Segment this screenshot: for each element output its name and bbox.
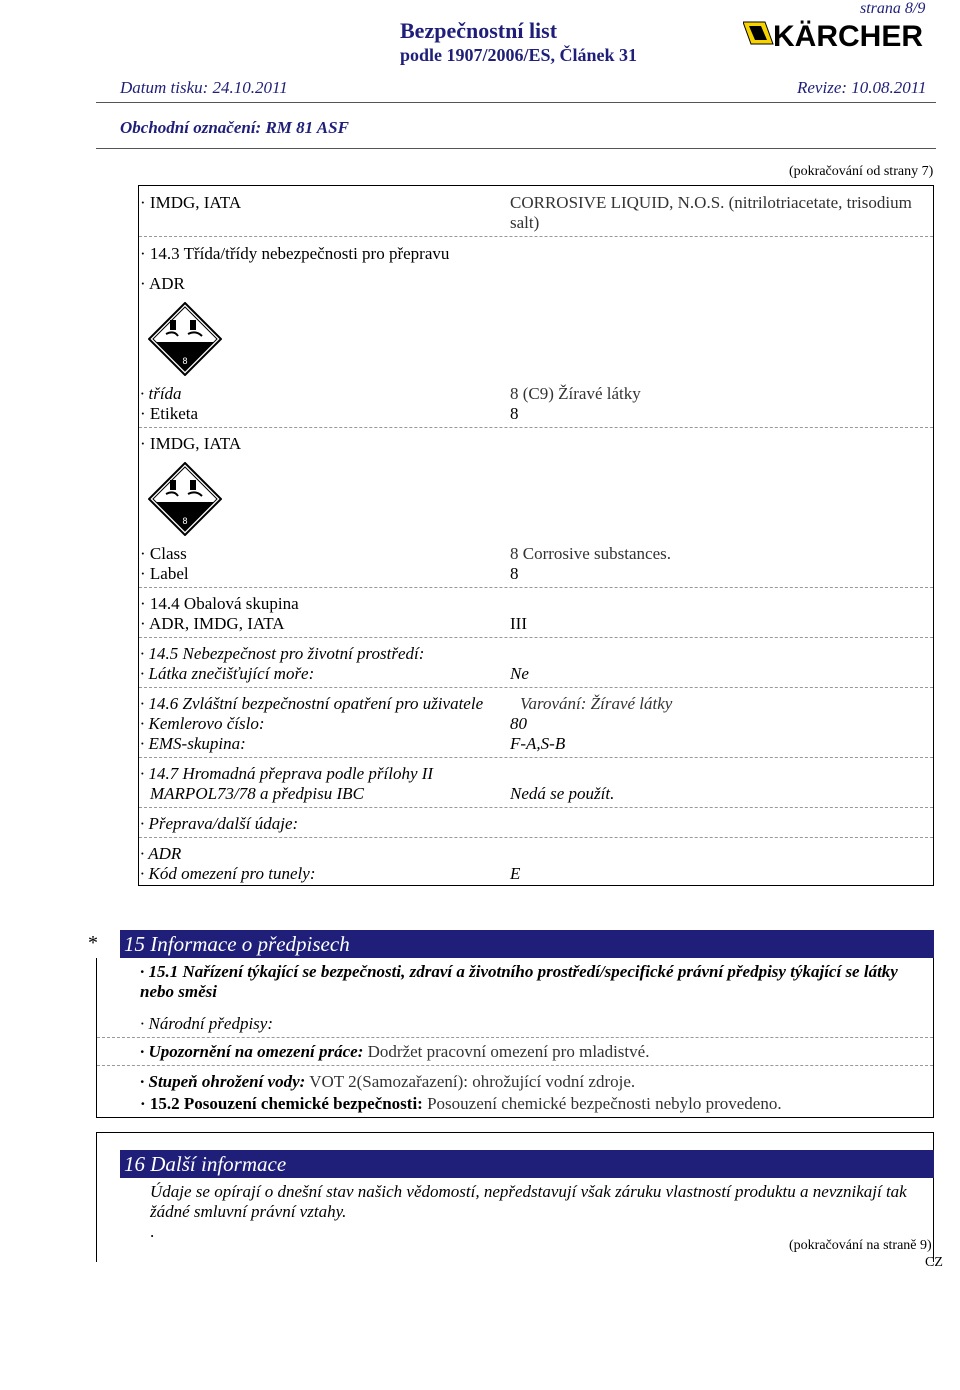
revision-date: Revize: 10.08.2011 (797, 78, 927, 97)
trade-name: Obchodní označení: RM 81 ASF (120, 118, 349, 137)
section-14-7-line-2: MARPOL73/78 a předpisu IBC (150, 784, 364, 803)
section-14-4: · 14.4 Obalová skupina (140, 594, 299, 613)
svg-text:8: 8 (182, 516, 188, 526)
trida-value: 8 (C9) Žíravé látky (510, 384, 641, 403)
divider (139, 587, 933, 588)
section-15-2-label: · 15.2 Posouzení chemické bezpečnosti: (140, 1094, 423, 1113)
section-14-7-value: Nedá se použít. (510, 784, 615, 803)
marine-pollutant-label: · Látka znečišťující moře: (140, 664, 315, 683)
tunnel-code-value: E (510, 864, 521, 883)
header-divider (96, 102, 936, 103)
document-subtitle: podle 1907/2006/ES, Článek 31 (400, 45, 638, 65)
adr-label: · ADR (140, 274, 185, 293)
logo-text: KÄRCHER (773, 20, 923, 52)
section-16-title: 16 Další informace (124, 1152, 287, 1176)
etiketa-label: · Etiketa (140, 404, 199, 423)
water-hazard (140, 1072, 635, 1092)
imdg-iata-label: · IMDG, IATA (140, 193, 242, 212)
section-15-1: · 15.1 Nařízení týkající se bezpečnosti, zdraví a životního prostředí/specifické právní předpisy týkající se látky nebo směsi (140, 962, 898, 1001)
etiketa-value: 8 (510, 404, 519, 423)
corrosive-hazard-icon (148, 302, 222, 376)
corrosive-hazard-icon (148, 462, 222, 536)
divider (139, 837, 933, 838)
section-14-3: · 14.3 Třída/třídy nebezpečnosti pro přepravu (140, 244, 450, 263)
print-date: Datum tisku: 24.10.2011 (120, 78, 288, 97)
tunnel-code-label: · Kód omezení pro tunely: (140, 864, 316, 883)
imdg-iata-label-2: · IMDG, IATA (140, 434, 242, 453)
trida-label: · třída (140, 384, 182, 403)
kemler-label: · Kemlerovo číslo: (140, 714, 265, 733)
national-regulations: · Národní předpisy: (140, 1014, 274, 1033)
work-restriction-value: Dodržet pracovní omezení pro mladistvé. (363, 1042, 650, 1061)
page-number: strana 8/9 (860, 0, 926, 17)
packing-group-value: III (510, 614, 527, 633)
imdg-iata-value: CORROSIVE LIQUID, N.O.S. (nitrilotriacetate, trisodium (510, 193, 912, 212)
divider (139, 757, 933, 758)
divider (97, 1065, 933, 1066)
divider (139, 427, 933, 428)
marine-pollutant-value: Ne (510, 664, 529, 683)
section-14-7: · 14.7 Hromadná přeprava podle přílohy II (140, 764, 434, 783)
work-restriction (140, 1042, 649, 1062)
section-14-5: · 14.5 Nebezpečnost pro životní prostředí: (140, 644, 425, 663)
section-14-6-value: Varování: Žíravé látky (520, 694, 673, 713)
label-label: · Label (140, 564, 189, 583)
kemler-value: 80 (510, 714, 527, 733)
continued-to: (pokračování na straně 9) (789, 1238, 932, 1253)
revision-marker: * (88, 932, 98, 954)
label-value: 8 (510, 564, 519, 583)
divider (139, 637, 933, 638)
continued-from: (pokračování od strany 7) (789, 164, 934, 179)
imdg-iata-value-2: salt) (510, 213, 540, 232)
karcher-logo (743, 16, 948, 52)
header-divider-2 (96, 148, 936, 149)
ems-value: F-A,S-B (510, 734, 566, 753)
divider (139, 236, 933, 237)
class-label: · Class (140, 544, 187, 563)
water-hazard-label: · Stupeň ohrožení vody: (140, 1072, 306, 1091)
section-16-text: Údaje se opírají o dnešní stav našich vědomostí, nepředstavují však záruku vlastností produktu a nevznikají tak žádné smluvní právní vztahy. (150, 1182, 907, 1221)
class-value: 8 Corrosive substances. (510, 544, 672, 563)
packing-group-label: · ADR, IMDG, IATA (140, 614, 285, 633)
document-title: Bezpečnostní list (400, 18, 558, 43)
section-15-title: 15 Informace o předpisech (124, 932, 350, 956)
section-15-2 (140, 1094, 782, 1114)
section-16-dot: . (150, 1222, 155, 1241)
section-14-6: · 14.6 Zvláštní bezpečnostní opatření pro uživatele (140, 694, 484, 713)
divider (97, 1037, 933, 1038)
divider (139, 807, 933, 808)
adr-label-2: · ADR (140, 844, 182, 863)
ems-label: · EMS-skupina: (140, 734, 246, 753)
water-hazard-value: VOT 2(Samozařazení): ohrožující vodní zdroje. (305, 1072, 636, 1091)
transport-other-label: · Přeprava/další údaje: (140, 814, 299, 833)
section-15-2-value: Posouzení chemické bezpečnosti nebylo provedeno. (422, 1094, 782, 1113)
work-restriction-label: · Upozornění na omezení práce: (140, 1042, 364, 1061)
language-code: CZ (925, 1255, 943, 1270)
svg-text:8: 8 (182, 356, 188, 366)
divider (139, 687, 933, 688)
